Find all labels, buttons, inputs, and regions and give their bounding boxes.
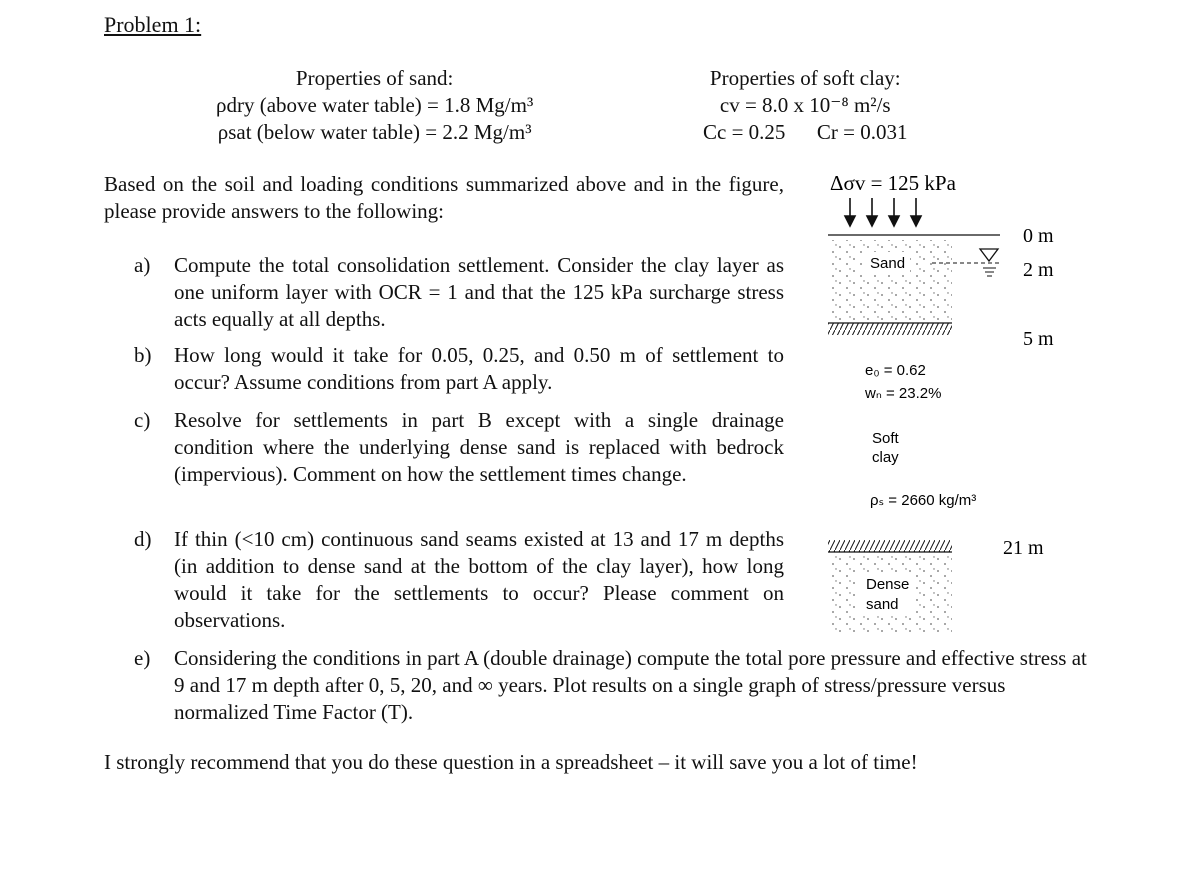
clay-properties [703, 65, 908, 146]
depth-5m: 5 m [1023, 328, 1054, 350]
question-text: How long would it take for 0.05, 0.25, and 0.50 m of settlement to occur? Assume conditions from part A apply. [174, 343, 784, 394]
sand-properties [216, 65, 533, 146]
sand-sat-density: ρsat (below water table) = 2.2 Mg/m³ [217, 120, 532, 144]
sand-heading: Properties of sand: [295, 66, 454, 90]
clay-cc: Cc = 0.25 [703, 120, 786, 144]
load-arrows [845, 198, 921, 226]
question-label: d) [134, 527, 152, 551]
intro-paragraph: Based on the soil and loading conditions summarized above and in the figure, please provide answers to the following: [104, 172, 784, 223]
clay-bottom-hatch [828, 540, 952, 552]
depth-21m: 21 m [1003, 537, 1044, 559]
depth-0m: 0 m [1023, 225, 1054, 247]
question-label: a) [134, 253, 151, 277]
question-label: e) [134, 646, 151, 670]
question-label: b) [134, 343, 152, 367]
sand-layer-label: Sand [870, 255, 906, 272]
void-ratio: e₀ = 0.62 [865, 362, 926, 379]
closing-note: I strongly recommend that you do these question in a spreadsheet – it will save you a lot of time! [104, 750, 918, 774]
question-d [134, 526, 784, 634]
question-c [134, 407, 784, 488]
load-label: Δσv = 125 kPa [830, 171, 956, 195]
question-text: Resolve for settlements in part B except with a single drainage condition where the underlying dense sand is replaced with bedrock (impervious). Comment on how the settlement times change. [174, 408, 784, 486]
sand-dry-density: ρdry (above water table) = 1.8 Mg/m³ [216, 93, 534, 117]
clay-heading: Properties of soft clay: [709, 66, 901, 90]
water-content: wₙ = 23.2% [865, 385, 942, 402]
question-text: Considering the conditions in part A (double drainage) compute the total pore pressure and effective stress at 9 and 17 m depth after 0, 5, 20, and ∞ years. Plot results on a single graph of stress/pressure versus normalized Time Factor (T). [174, 646, 1087, 724]
depth-2m: 2 m [1023, 259, 1054, 281]
question-text: If thin (<10 cm) continuous sand seams existed at 13 and 17 m depths (in addition to dense sand at the bottom of the clay layer), how long would it take for the settlements to occur? Please comment on observations. [174, 527, 784, 632]
clay-top-hatch [828, 323, 952, 335]
soil-profile-figure [810, 160, 1110, 640]
problem-title: Problem 1: [104, 12, 202, 37]
question-e [134, 645, 1094, 726]
clay-cr: Cr = 0.031 [816, 120, 908, 144]
clay-cv: cv = 8.0 x 10⁻⁸ m²/s [719, 93, 891, 117]
solid-density: ρₛ = 2660 kg/m³ [870, 492, 977, 509]
dense-sand-label-1: Dense [866, 576, 910, 593]
question-a [134, 252, 784, 333]
question-label: c) [134, 408, 151, 432]
dense-sand-label-2: sand [866, 596, 899, 613]
question-b [134, 342, 784, 396]
soil-profile-diagram [810, 160, 1110, 640]
soft-clay-label-1: Soft [872, 430, 899, 447]
question-text: Compute the total consolidation settlement. Consider the clay layer as one uniform layer with OCR = 1 and that the 125 kPa surcharge stress acts equally at all depths. [174, 253, 784, 331]
soft-clay-label-2: clay [872, 449, 899, 466]
clay-indices [703, 119, 908, 146]
